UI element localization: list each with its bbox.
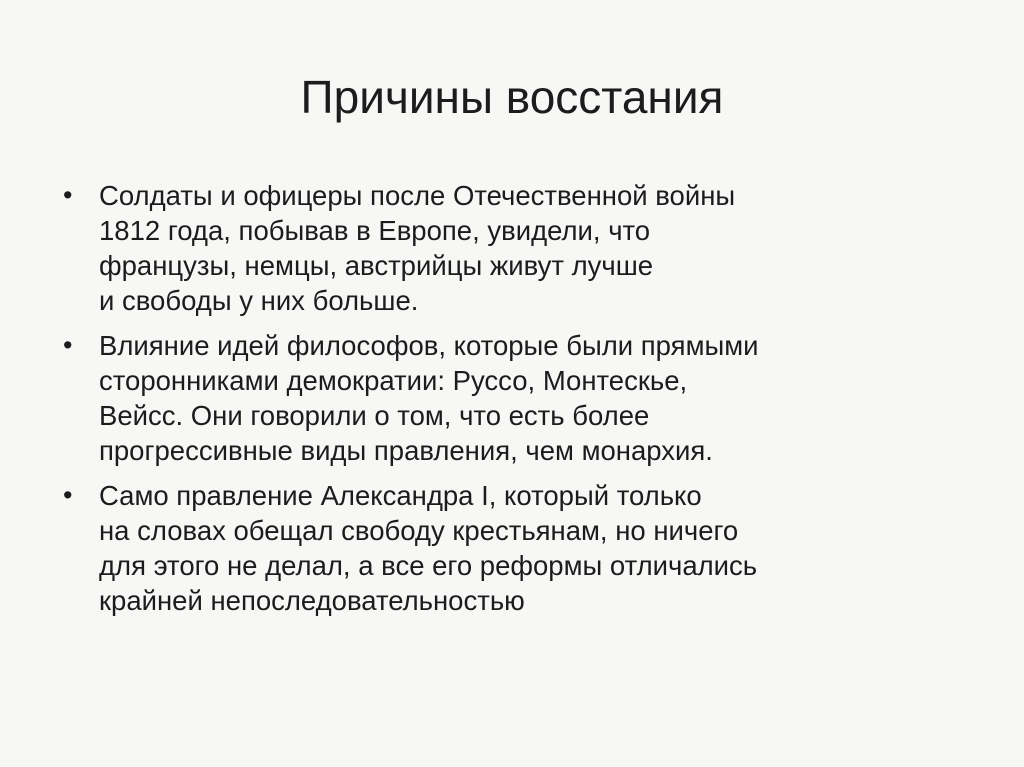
bullet-text-line: Солдаты и офицеры после Отечественной войны bbox=[99, 180, 736, 211]
bullet-text-line: на словах обещал свободу крестьянам, но ничего bbox=[99, 515, 739, 546]
bullet-text-line: сторонниками демократии: Руссо, Монтескье, bbox=[99, 365, 688, 396]
bullet-text-line: Влияние идей философов, которые были прямыми bbox=[99, 330, 759, 361]
bullet-item bbox=[60, 478, 960, 618]
bullet-text-line: Само правление Александра I, который только bbox=[99, 480, 702, 511]
bullet-text-line: 1812 года, побывав в Европе, увидели, что bbox=[99, 215, 651, 246]
bullet-text-line: и свободы у них больше. bbox=[99, 285, 419, 316]
bullet-text-line: французы, немцы, австрийцы живут лучше bbox=[99, 250, 654, 281]
bullet-text-line: прогрессивные виды правления, чем монархия. bbox=[99, 435, 713, 466]
bullet-text-line: для этого не делал, а все его реформы отличались bbox=[99, 550, 758, 581]
bullet-text-line: Вейсс. Они говорили о том, что есть более bbox=[99, 400, 650, 431]
bullet-marker-icon: • bbox=[63, 480, 73, 510]
bullet-text-line: крайней непоследовательностью bbox=[99, 585, 525, 616]
bullet-marker-icon: • bbox=[63, 330, 73, 360]
bullet-marker-icon: • bbox=[63, 180, 73, 210]
bullet-item bbox=[60, 328, 960, 468]
bullet-list bbox=[60, 178, 960, 628]
slide-title: Причины восстания bbox=[300, 71, 724, 123]
bullet-item bbox=[60, 178, 960, 318]
